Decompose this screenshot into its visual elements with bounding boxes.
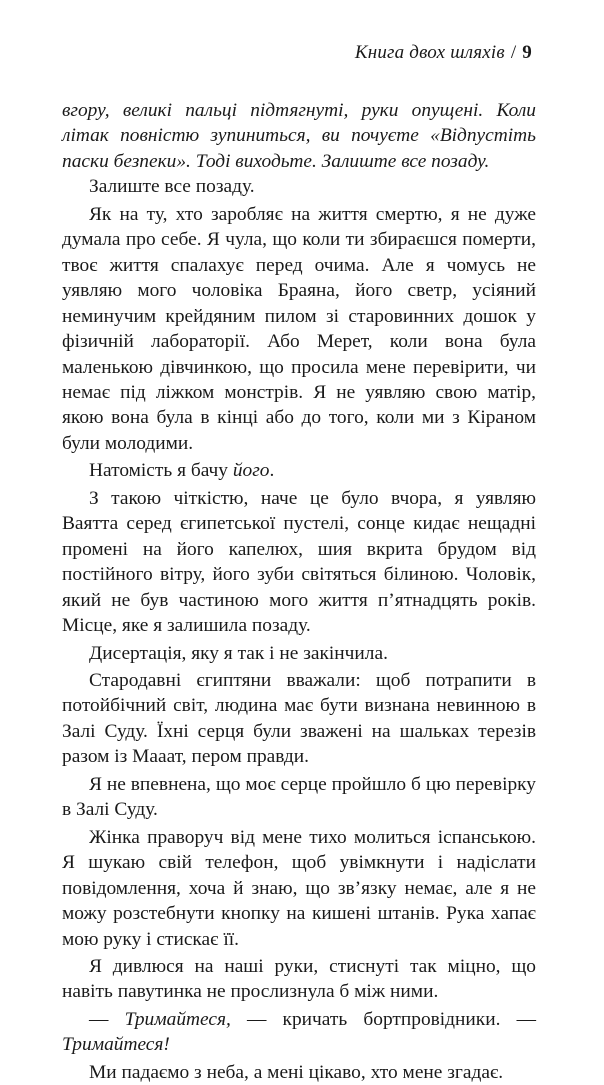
paragraph: Стародавні єгиптяни вважали: щоб потрапити в потойбічний світ, людина має бути визнана невинною в Залі Суду. Їхні серця були зважені на шальках терезів разом із Мааат, пером правди. [62, 669, 536, 768]
paragraph: вгору, великі пальці підтягнуті, руки опущені. Коли літак повністю зупиниться, ви почуєте «Відпустіть паски безпеки». Тоді виходьте. Залиште все позаду. [62, 100, 536, 172]
page-number: 9 [522, 42, 532, 63]
book-title: Книга двох шляхів [354, 42, 505, 63]
emphasis: Тримайтеся, [124, 1008, 231, 1030]
body-text [62, 98, 536, 1085]
paragraph: Як на ту, хто заробляє на життя смертю, я не дуже думала про себе. Я чула, що коли ти збираєшся померти, твоє життя спалахує перед очима. Але я чомусь не уявляю мого чоловіка Браяна, його светр, усіяний неминучим крейдяним пилом зі старовинних дошок у фізичній лабораторії. Або Мерет, коли вона була маленькою дівчинкою, що просила мене перевірити, чи немає під ліжком монстрів. Я не уявляю свою матір, якою вона була в кінці або до того, коли ми з Кіраном були молодими. [62, 203, 536, 454]
paragraph: Ми падаємо з неба, а мені цікаво, хто мене згадає. [89, 1061, 504, 1083]
paragraph-tail: . [269, 460, 275, 482]
paragraph: Я дивлюся на наші руки, стиснуті так міцно, що навіть павутинка не прослизнула б між ними. [62, 955, 536, 1003]
emphasis: Тримайтеся! [62, 1034, 170, 1056]
paragraph: Залиште все позаду. [89, 176, 255, 198]
dash: — [89, 1008, 125, 1030]
dialogue-paragraph [62, 1007, 536, 1058]
header-separator: / [510, 42, 517, 63]
paragraph: Дисертація, яку я так і не закінчила. [89, 642, 388, 664]
paragraph-lead: Натомість я бачу [89, 460, 233, 482]
paragraph: Я не впевнена, що моє серце пройшло б цю перевірку в Залі Суду. [62, 773, 536, 821]
paragraph [62, 458, 536, 483]
emphasis: його [232, 460, 270, 482]
paragraph: Жінка праворуч від мене тихо молиться іспанською. Я шукаю свій телефон, щоб увімкнути і надіслати повідомлення, хоча й знаю, що зв’язку немає, але я не можу розстебнути кнопку на кишені штанів. Рука хапає мою руку і стискає її. [62, 826, 536, 950]
paragraph: З такою чіткістю, наче це було вчора, я уявляю Ваятта серед єгипетської пустелі, сонце кидає нещадні промені на його капелюх, шия вкрита брудом від постійного вітру, його зуби світяться білиною. Чоловік, який не був частиною мого життя п’ятнадцять років. Місце, яке я залишила позаду. [62, 487, 536, 637]
dialogue-mid: — кричать бортпровідники. — [230, 1008, 536, 1030]
running-header [355, 42, 532, 64]
